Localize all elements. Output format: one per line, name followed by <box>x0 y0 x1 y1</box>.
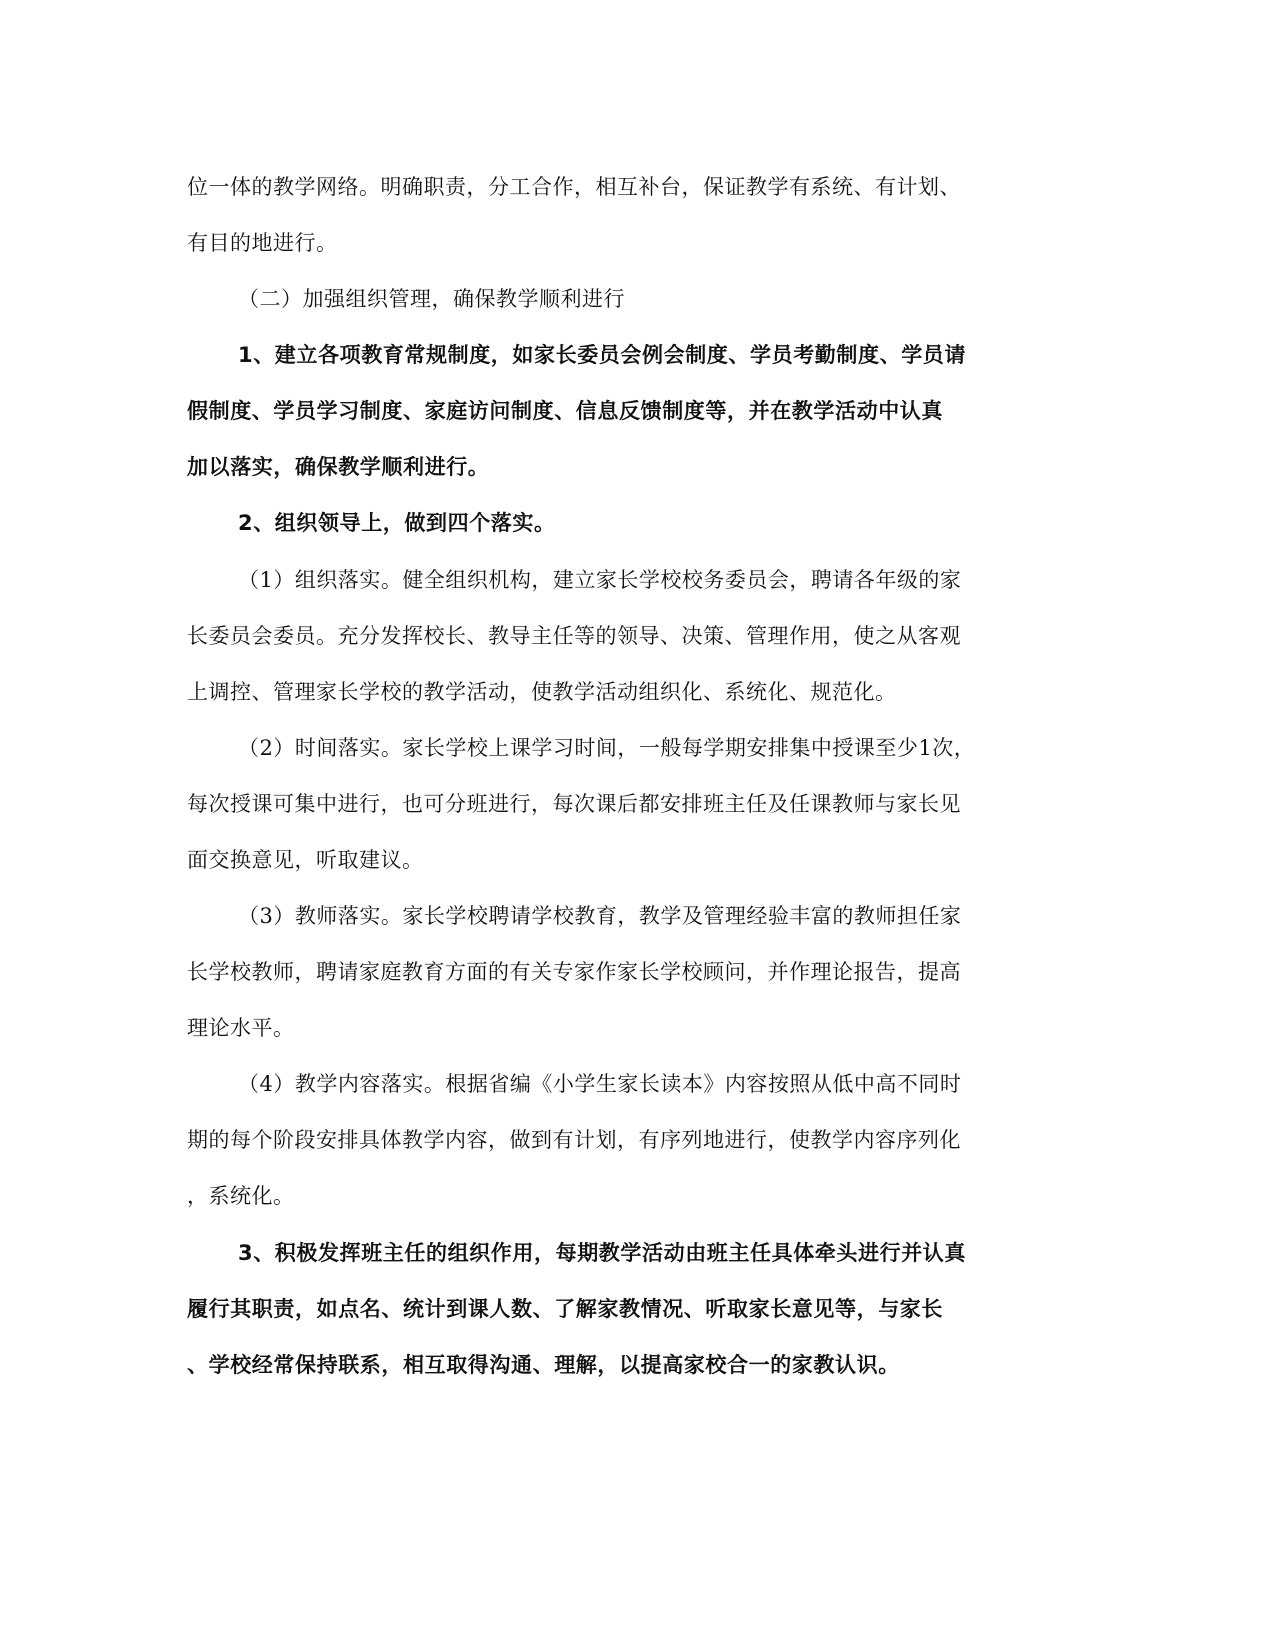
subitem-3-line-2: 长学校教师，聘请家庭教育方面的有关专家作家长学校顾问，并作理论报告，提高 <box>187 960 961 984</box>
subitem-1-line-2: 长委员会委员。充分发挥校长、教导主任等的领导、决策、管理作用，使之从客观 <box>187 624 961 648</box>
item-1-line-2: 假制度、学员学习制度、家庭访问制度、信息反馈制度等，并在教学活动中认真 <box>187 399 943 423</box>
text-line-1: 位一体的教学网络。明确职责，分工合作，相互补台，保证教学有系统、有计划、 <box>187 175 961 199</box>
subitem-2-line-1: （2）时间落实。家长学校上课学习时间，一般每学期安排集中授课至少1次， <box>238 736 976 760</box>
subitem-1-line-3: 上调控、管理家长学校的教学活动，使教学活动组织化、系统化、规范化。 <box>187 680 897 704</box>
item-3-line-1: 3、积极发挥班主任的组织作用，每期教学活动由班主任具体牵头进行并认真 <box>238 1241 967 1265</box>
item-3-line-3: 、学校经常保持联系，相互取得沟通、理解，以提高家校合一的家教认识。 <box>187 1353 900 1377</box>
subitem-4-line-2: 期的每个阶段安排具体教学内容，做到有计划，有序列地进行，使教学内容序列化 <box>187 1128 961 1152</box>
section-heading: （二）加强组织管理，确保教学顺利进行 <box>238 287 625 311</box>
subitem-2-line-3: 面交换意见，听取建议。 <box>187 848 424 872</box>
item-3-line-2: 履行其职责，如点名、统计到课人数、了解家教情况、听取家长意见等，与家长 <box>187 1297 943 1321</box>
subitem-3-line-1: （3）教师落实。家长学校聘请学校教育，教学及管理经验丰富的教师担任家 <box>238 904 962 928</box>
subitem-2-line-2: 每次授课可集中进行，也可分班进行，每次课后都安排班主任及任课教师与家长见 <box>187 792 961 816</box>
text-line-2: 有目的地进行。 <box>187 231 338 255</box>
item-1-line-3: 加以落实，确保教学顺利进行。 <box>187 455 490 479</box>
subitem-4-line-1: （4）教学内容落实。根据省编《小学生家长读本》内容按照从低中高不同时 <box>238 1072 962 1096</box>
item-2-heading: 2、组织领导上，做到四个落实。 <box>238 511 556 535</box>
subitem-3-line-3: 理论水平。 <box>187 1016 295 1040</box>
subitem-4-line-3: ，系统化。 <box>187 1184 295 1208</box>
item-1-line-1: 1、建立各项教育常规制度，如家长委员会例会制度、学员考勤制度、学员请 <box>238 343 967 367</box>
subitem-1-line-1: （1）组织落实。健全组织机构，建立家长学校校务委员会，聘请各年级的家 <box>238 568 962 592</box>
